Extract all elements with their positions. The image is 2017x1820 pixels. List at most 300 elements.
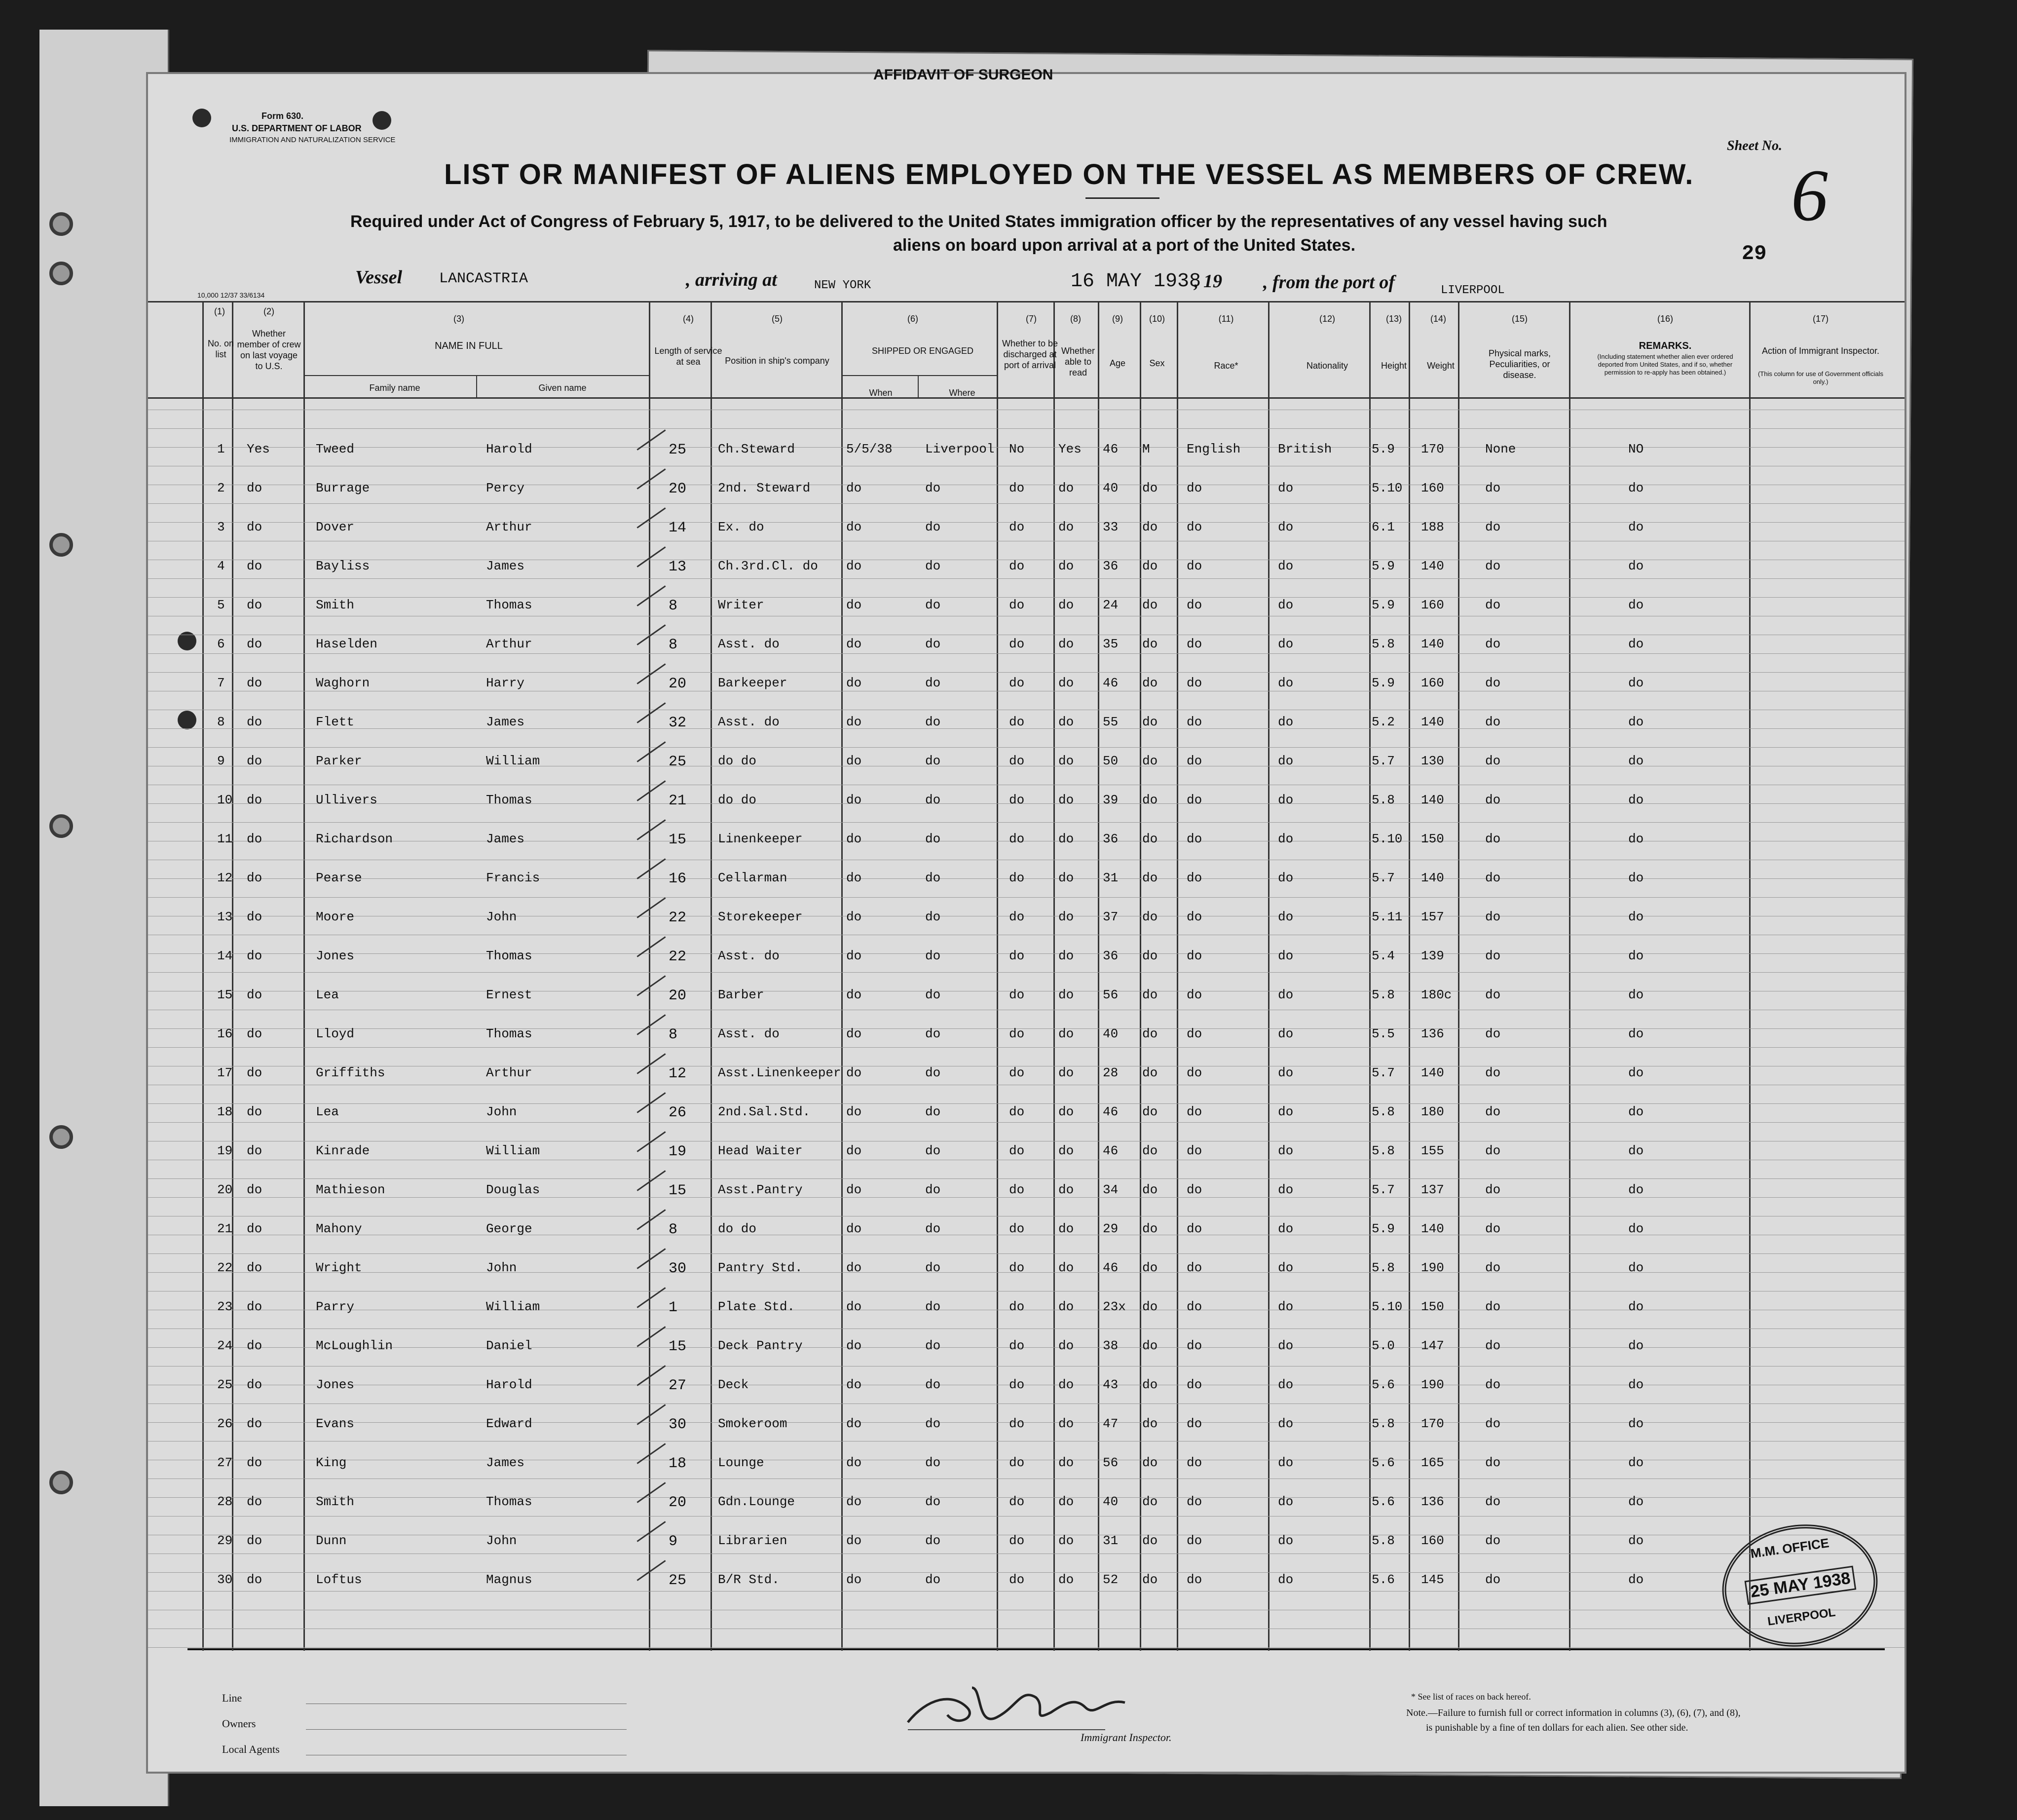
- punch-hole-icon: [178, 711, 196, 729]
- discharged-cell: do: [1009, 1104, 1025, 1119]
- previous-voyage-cell: do: [247, 871, 262, 885]
- position-cell: Head Waiter: [718, 1143, 803, 1158]
- position-cell: Ex. do: [718, 520, 764, 534]
- length-of-service-cell: 8: [669, 637, 678, 653]
- length-of-service-cell: 30: [669, 1416, 687, 1433]
- remarks-cell: NO: [1628, 442, 1644, 456]
- list-number: 29: [1742, 242, 1767, 265]
- age-cell: 28: [1103, 1065, 1119, 1080]
- physical-marks-cell: do: [1485, 1299, 1501, 1314]
- weight-cell: 136: [1421, 1026, 1444, 1041]
- sex-cell: do: [1142, 793, 1158, 807]
- sex-cell: do: [1142, 715, 1158, 729]
- able-to-read-cell: do: [1058, 1260, 1074, 1275]
- col-9-header: Age: [1109, 358, 1126, 368]
- age-cell: 35: [1103, 637, 1119, 651]
- length-of-service-cell: 22: [669, 910, 687, 926]
- nationality-cell: do: [1278, 559, 1294, 573]
- age-cell: 46: [1103, 1143, 1119, 1158]
- sex-cell: do: [1142, 987, 1158, 1002]
- ruled-line: [148, 672, 1905, 673]
- length-of-service-cell: 25: [669, 754, 687, 770]
- shipped-where-cell: do: [925, 948, 941, 963]
- row-number-cell: 26: [217, 1416, 233, 1431]
- position-cell: 2nd.Sal.Std.: [718, 1104, 811, 1119]
- length-of-service-cell: 27: [669, 1377, 687, 1394]
- shipped-where-cell: do: [925, 1494, 941, 1509]
- position-cell: Ch.Steward: [718, 442, 795, 456]
- weight-cell: 165: [1421, 1455, 1444, 1470]
- remarks-cell: do: [1628, 676, 1644, 690]
- nationality-cell: do: [1278, 1533, 1294, 1548]
- remarks-cell: do: [1628, 910, 1644, 924]
- nationality-cell: do: [1278, 1416, 1294, 1431]
- shipped-where-cell: do: [925, 1182, 941, 1197]
- col-11-header: Race*: [1214, 361, 1238, 371]
- remarks-cell: do: [1628, 1104, 1644, 1119]
- position-cell: Barkeeper: [718, 676, 787, 690]
- position-cell: Writer: [718, 598, 764, 612]
- previous-voyage-cell: do: [247, 676, 262, 690]
- race-cell: do: [1187, 754, 1202, 768]
- physical-marks-cell: do: [1485, 481, 1501, 495]
- nationality-cell: do: [1278, 1494, 1294, 1509]
- able-to-read-cell: do: [1058, 948, 1074, 963]
- discharged-cell: do: [1009, 676, 1025, 690]
- height-cell: 5.8: [1372, 637, 1395, 651]
- row-number-cell: 11: [217, 832, 233, 846]
- shipped-where-cell: do: [925, 559, 941, 573]
- row-number-cell: 19: [217, 1143, 233, 1158]
- previous-voyage-cell: do: [247, 1299, 262, 1314]
- ruled-line: [148, 1103, 1905, 1104]
- shipped-when-cell: do: [846, 481, 862, 495]
- nationality-cell: British: [1278, 442, 1332, 456]
- row-number-cell: 22: [217, 1260, 233, 1275]
- col-15-num: (15): [1511, 314, 1528, 324]
- shipped-where-cell: Liverpool: [925, 442, 995, 456]
- discharged-cell: do: [1009, 793, 1025, 807]
- weight-cell: 140: [1421, 1221, 1444, 1236]
- row-number-cell: 14: [217, 948, 233, 963]
- able-to-read-cell: do: [1058, 559, 1074, 573]
- col-2-num: (2): [263, 306, 274, 316]
- nationality-cell: do: [1278, 1182, 1294, 1197]
- row-number-cell: 7: [217, 676, 225, 690]
- discharged-cell: do: [1009, 1338, 1025, 1353]
- previous-voyage-cell: do: [247, 1260, 262, 1275]
- page-title: LIST OR MANIFEST OF ALIENS EMPLOYED ON THE VESSEL AS MEMBERS OF CREW.: [444, 158, 1694, 190]
- col-2-header: Whether member of crew on last voyage to U.S.: [237, 329, 301, 371]
- family-name-cell: Burrage: [316, 481, 370, 495]
- previous-voyage-cell: do: [247, 1533, 262, 1548]
- previous-voyage-cell: do: [247, 715, 262, 729]
- shipped-when-cell: do: [846, 1377, 862, 1392]
- physical-marks-cell: do: [1485, 598, 1501, 612]
- able-to-read-cell: do: [1058, 987, 1074, 1002]
- discharged-cell: do: [1009, 481, 1025, 495]
- ruled-line: [148, 747, 1905, 748]
- weight-cell: 140: [1421, 715, 1444, 729]
- physical-marks-cell: do: [1485, 676, 1501, 690]
- able-to-read-cell: do: [1058, 1182, 1074, 1197]
- height-cell: 5.8: [1372, 1533, 1395, 1548]
- shipped-when-cell: do: [846, 1065, 862, 1080]
- row-number-cell: 30: [217, 1572, 233, 1587]
- race-cell: do: [1187, 676, 1202, 690]
- given-name-cell: William: [486, 754, 540, 768]
- age-cell: 46: [1103, 1104, 1119, 1119]
- header-subdivider: [476, 375, 477, 397]
- length-of-service-cell: 16: [669, 871, 687, 887]
- discharged-cell: do: [1009, 1494, 1025, 1509]
- weight-cell: 130: [1421, 754, 1444, 768]
- given-name-cell: John: [486, 910, 517, 924]
- family-name-cell: Haselden: [316, 637, 377, 651]
- nationality-cell: do: [1278, 948, 1294, 963]
- shipped-where-cell: do: [925, 1455, 941, 1470]
- shipped-where-cell: do: [925, 520, 941, 534]
- header-subdivider: [841, 375, 997, 376]
- family-name-cell: King: [316, 1455, 347, 1470]
- family-name-cell: Wright: [316, 1260, 362, 1275]
- ruled-line: [148, 1328, 1905, 1329]
- length-of-service-cell: 14: [669, 520, 687, 536]
- age-cell: 38: [1103, 1338, 1119, 1353]
- subtitle-line-2: aliens on board upon arrival at a port of the United States.: [893, 236, 1356, 255]
- height-cell: 5.10: [1372, 1299, 1403, 1314]
- given-name-cell: Thomas: [486, 948, 532, 963]
- binder-ring-icon: [49, 212, 73, 236]
- shipped-when-cell: do: [846, 1221, 862, 1236]
- shipped-when-cell: do: [846, 1533, 862, 1548]
- remarks-cell: do: [1628, 1260, 1644, 1275]
- physical-marks-cell: do: [1485, 1182, 1501, 1197]
- col-9-num: (9): [1112, 314, 1123, 324]
- row-number-cell: 8: [217, 715, 225, 729]
- weight-cell: 155: [1421, 1143, 1444, 1158]
- physical-marks-cell: do: [1485, 1260, 1501, 1275]
- position-cell: Asst. do: [718, 1026, 780, 1041]
- discharged-cell: do: [1009, 1065, 1025, 1080]
- remarks-cell: do: [1628, 1455, 1644, 1470]
- physical-marks-cell: do: [1485, 1416, 1501, 1431]
- shipped-where-cell: do: [925, 871, 941, 885]
- discharged-cell: do: [1009, 1143, 1025, 1158]
- ruled-line: [148, 1253, 1905, 1254]
- physical-marks-cell: do: [1485, 1455, 1501, 1470]
- family-name-cell: Dover: [316, 520, 355, 534]
- race-cell: English: [1187, 442, 1241, 456]
- given-name-cell: William: [486, 1299, 540, 1314]
- row-number-cell: 10: [217, 793, 233, 807]
- able-to-read-cell: do: [1058, 1494, 1074, 1509]
- col-10-num: (10): [1149, 314, 1165, 324]
- col-13-header: Height: [1381, 361, 1407, 371]
- able-to-read-cell: do: [1058, 1416, 1074, 1431]
- height-cell: 5.8: [1372, 1104, 1395, 1119]
- age-cell: 56: [1103, 987, 1119, 1002]
- given-name-cell: Daniel: [486, 1338, 532, 1353]
- binder-ring-icon: [49, 533, 73, 557]
- punch-hole-icon: [373, 111, 391, 130]
- col-17-header: Action of Immigrant Inspector.: [1761, 346, 1880, 356]
- able-to-read-cell: do: [1058, 1143, 1074, 1158]
- height-cell: 5.0: [1372, 1338, 1395, 1353]
- weight-cell: 180c: [1421, 987, 1452, 1002]
- given-name-cell: George: [486, 1221, 532, 1236]
- ruled-line: [148, 1516, 1905, 1517]
- height-cell: 5.10: [1372, 481, 1403, 495]
- height-cell: 6.1: [1372, 520, 1395, 534]
- ruled-line: [148, 1403, 1905, 1404]
- length-of-service-cell: 25: [669, 442, 687, 458]
- shipped-when-cell: do: [846, 1026, 862, 1041]
- shipped-when-cell: do: [846, 1338, 862, 1353]
- col-11-num: (11): [1218, 314, 1234, 324]
- header-subdivider: [918, 375, 919, 397]
- remarks-cell: do: [1628, 1221, 1644, 1236]
- height-cell: 5.9: [1372, 442, 1395, 456]
- remarks-cell: do: [1628, 1143, 1644, 1158]
- race-cell: do: [1187, 1494, 1202, 1509]
- previous-voyage-cell: do: [247, 948, 262, 963]
- nationality-cell: do: [1278, 910, 1294, 924]
- given-name-cell: Douglas: [486, 1182, 540, 1197]
- shipped-where-cell: do: [925, 1299, 941, 1314]
- length-of-service-cell: 20: [669, 987, 687, 1004]
- col-5-num: (5): [772, 314, 783, 324]
- family-name-cell: McLoughlin: [316, 1338, 393, 1353]
- race-cell: do: [1187, 1377, 1202, 1392]
- ruled-line: [148, 653, 1905, 654]
- row-number-cell: 4: [217, 559, 225, 573]
- remarks-cell: do: [1628, 1494, 1644, 1509]
- shipped-when-cell: do: [846, 1143, 862, 1158]
- nationality-cell: do: [1278, 754, 1294, 768]
- shipped-when-cell: do: [846, 793, 862, 807]
- race-cell: do: [1187, 1299, 1202, 1314]
- previous-voyage-cell: do: [247, 1494, 262, 1509]
- col-3a-header: Family name: [369, 383, 420, 393]
- year-suffix: , 19: [1194, 271, 1222, 292]
- able-to-read-cell: do: [1058, 1572, 1074, 1587]
- shipped-where-cell: do: [925, 676, 941, 690]
- position-cell: Asst. do: [718, 637, 780, 651]
- weight-cell: 137: [1421, 1182, 1444, 1197]
- height-cell: 5.4: [1372, 948, 1395, 963]
- ruled-line: [148, 1591, 1905, 1592]
- family-name-cell: Waghorn: [316, 676, 370, 690]
- nationality-cell: do: [1278, 793, 1294, 807]
- shipped-when-cell: do: [846, 676, 862, 690]
- length-of-service-cell: 9: [669, 1533, 678, 1550]
- sex-cell: do: [1142, 1221, 1158, 1236]
- col-7-num: (7): [1026, 314, 1037, 324]
- position-cell: do do: [718, 754, 757, 768]
- race-cell: do: [1187, 1416, 1202, 1431]
- nationality-cell: do: [1278, 871, 1294, 885]
- position-cell: Plate Std.: [718, 1299, 795, 1314]
- given-name-cell: Harold: [486, 1377, 532, 1392]
- able-to-read-cell: do: [1058, 598, 1074, 612]
- race-cell: do: [1187, 1260, 1202, 1275]
- position-cell: Gdn.Lounge: [718, 1494, 795, 1509]
- row-number-cell: 16: [217, 1026, 233, 1041]
- race-cell: do: [1187, 637, 1202, 651]
- col-1-header: No. on list: [207, 339, 234, 359]
- arriving-label: , arriving at: [686, 269, 777, 290]
- previous-voyage-cell: do: [247, 637, 262, 651]
- nationality-cell: do: [1278, 1026, 1294, 1041]
- remarks-cell: do: [1628, 1416, 1644, 1431]
- sex-cell: do: [1142, 1377, 1158, 1392]
- race-cell: do: [1187, 1533, 1202, 1548]
- from-port: LIVERPOOL: [1441, 284, 1505, 297]
- able-to-read-cell: do: [1058, 1338, 1074, 1353]
- age-cell: 36: [1103, 832, 1119, 846]
- previous-voyage-cell: do: [247, 1182, 262, 1197]
- sex-cell: do: [1142, 520, 1158, 534]
- col-14-header: Weight: [1427, 361, 1455, 371]
- height-cell: 5.7: [1372, 871, 1395, 885]
- nationality-cell: do: [1278, 1455, 1294, 1470]
- able-to-read-cell: do: [1058, 715, 1074, 729]
- previous-voyage-cell: do: [247, 754, 262, 768]
- sheet-number: 6: [1791, 154, 1828, 236]
- position-cell: Storekeeper: [718, 910, 803, 924]
- race-cell: do: [1187, 481, 1202, 495]
- row-number-cell: 1: [217, 442, 225, 456]
- remarks-cell: do: [1628, 1065, 1644, 1080]
- given-name-cell: Francis: [486, 871, 540, 885]
- row-number-cell: 15: [217, 987, 233, 1002]
- family-name-cell: Loftus: [316, 1572, 362, 1587]
- remarks-cell: do: [1628, 520, 1644, 534]
- age-cell: 40: [1103, 1026, 1119, 1041]
- shipped-when-cell: do: [846, 1416, 862, 1431]
- position-cell: Lounge: [718, 1455, 764, 1470]
- height-cell: 5.10: [1372, 832, 1403, 846]
- row-number-cell: 5: [217, 598, 225, 612]
- shipped-where-cell: do: [925, 598, 941, 612]
- binder-ring-icon: [49, 262, 73, 285]
- sex-cell: do: [1142, 1143, 1158, 1158]
- length-of-service-cell: 15: [669, 1338, 687, 1355]
- previous-voyage-cell: do: [247, 1455, 262, 1470]
- print-code: 10,000 12/37 33/6134: [197, 291, 265, 299]
- shipped-where-cell: do: [925, 1065, 941, 1080]
- able-to-read-cell: do: [1058, 1455, 1074, 1470]
- weight-cell: 136: [1421, 1494, 1444, 1509]
- length-of-service-cell: 15: [669, 1182, 687, 1199]
- race-cell: do: [1187, 793, 1202, 807]
- col-10-header: Sex: [1149, 358, 1165, 368]
- given-name-cell: Percy: [486, 481, 525, 495]
- nationality-cell: do: [1278, 1377, 1294, 1392]
- able-to-read-cell: do: [1058, 520, 1074, 534]
- age-cell: 37: [1103, 910, 1119, 924]
- row-number-cell: 25: [217, 1377, 233, 1392]
- col-17-num: (17): [1812, 314, 1829, 324]
- weight-cell: 140: [1421, 1065, 1444, 1080]
- shipped-when-cell: do: [846, 948, 862, 963]
- discharged-cell: do: [1009, 559, 1025, 573]
- family-name-cell: Griffiths: [316, 1065, 385, 1080]
- remarks-cell: do: [1628, 715, 1644, 729]
- position-cell: Cellarman: [718, 871, 787, 885]
- col-12-num: (12): [1319, 314, 1335, 324]
- remarks-cell: do: [1628, 559, 1644, 573]
- able-to-read-cell: do: [1058, 793, 1074, 807]
- sex-cell: do: [1142, 1299, 1158, 1314]
- length-of-service-cell: 15: [669, 832, 687, 848]
- given-name-cell: William: [486, 1143, 540, 1158]
- nationality-cell: do: [1278, 715, 1294, 729]
- inspector-label: Immigrant Inspector.: [1081, 1731, 1172, 1744]
- sex-cell: do: [1142, 948, 1158, 963]
- shipped-where-cell: do: [925, 637, 941, 651]
- able-to-read-cell: do: [1058, 754, 1074, 768]
- ruled-line: [148, 578, 1905, 579]
- sex-cell: do: [1142, 1260, 1158, 1275]
- header-bottom-rule: [148, 397, 1905, 399]
- shipped-when-cell: do: [846, 871, 862, 885]
- given-name-cell: Ernest: [486, 987, 532, 1002]
- physical-marks-cell: do: [1485, 948, 1501, 963]
- previous-voyage-cell: do: [247, 1338, 262, 1353]
- weight-cell: 160: [1421, 481, 1444, 495]
- nationality-cell: do: [1278, 1065, 1294, 1080]
- position-cell: Smokeroom: [718, 1416, 787, 1431]
- remarks-cell: do: [1628, 793, 1644, 807]
- age-cell: 39: [1103, 793, 1119, 807]
- weight-cell: 170: [1421, 442, 1444, 456]
- col-6b-header: Where: [949, 388, 975, 398]
- physical-marks-cell: do: [1485, 793, 1501, 807]
- sex-cell: do: [1142, 1533, 1158, 1548]
- shipped-where-cell: do: [925, 1104, 941, 1119]
- age-cell: 40: [1103, 481, 1119, 495]
- ruled-line: [148, 972, 1905, 973]
- col-3-num: (3): [453, 314, 464, 324]
- ruled-line: [148, 1178, 1905, 1179]
- physical-marks-cell: do: [1485, 1104, 1501, 1119]
- age-cell: 33: [1103, 520, 1119, 534]
- physical-marks-cell: do: [1485, 1221, 1501, 1236]
- height-cell: 5.8: [1372, 793, 1395, 807]
- age-cell: 46: [1103, 1260, 1119, 1275]
- discharged-cell: do: [1009, 987, 1025, 1002]
- given-name-cell: Thomas: [486, 598, 532, 612]
- weight-cell: 157: [1421, 910, 1444, 924]
- age-cell: 56: [1103, 1455, 1119, 1470]
- height-cell: 5.9: [1372, 676, 1395, 690]
- given-name-cell: James: [486, 559, 525, 573]
- sex-cell: do: [1142, 1104, 1158, 1119]
- length-of-service-cell: 32: [669, 715, 687, 731]
- able-to-read-cell: do: [1058, 1104, 1074, 1119]
- able-to-read-cell: do: [1058, 871, 1074, 885]
- physical-marks-cell: do: [1485, 1338, 1501, 1353]
- height-cell: 5.8: [1372, 987, 1395, 1002]
- given-name-cell: Harold: [486, 442, 532, 456]
- col-8-num: (8): [1070, 314, 1081, 324]
- penalty-note-2: is punishable by a fine of ten dollars for each alien. See other side.: [1426, 1722, 1688, 1733]
- col-15-header: Physical marks, Peculiarities, or disease.: [1488, 348, 1551, 380]
- ruled-line: [148, 1197, 1905, 1198]
- discharged-cell: do: [1009, 1416, 1025, 1431]
